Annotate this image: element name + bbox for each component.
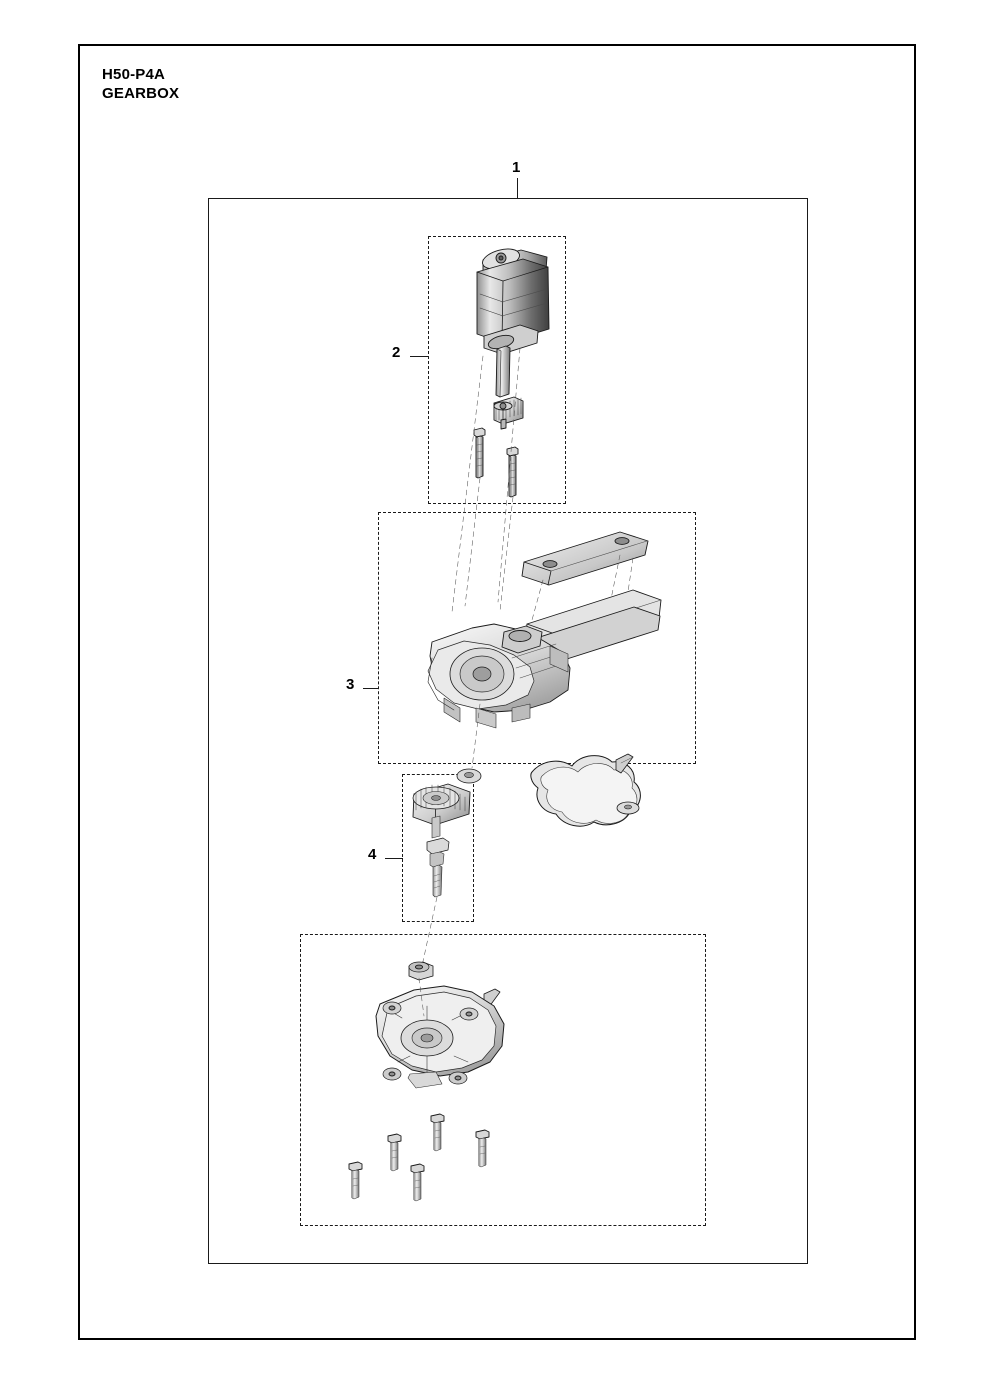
section-title: GEARBOX <box>102 84 180 102</box>
motor-group-box <box>428 236 566 504</box>
callout-2: 2 <box>392 344 401 361</box>
housing-group-box <box>378 512 696 764</box>
gear-group-box <box>402 774 474 922</box>
callout-2-leader <box>410 356 429 357</box>
callout-1: 1 <box>512 159 521 176</box>
cover-group-box <box>300 934 706 1226</box>
callout-4-leader <box>385 858 403 859</box>
callout-3-leader <box>363 688 379 689</box>
title-block <box>102 66 179 104</box>
callout-1-leader <box>517 178 518 199</box>
page-border <box>78 44 916 1340</box>
callout-3: 3 <box>346 676 355 693</box>
callout-4: 4 <box>368 846 377 863</box>
model-code: H50-P4A <box>102 66 166 83</box>
